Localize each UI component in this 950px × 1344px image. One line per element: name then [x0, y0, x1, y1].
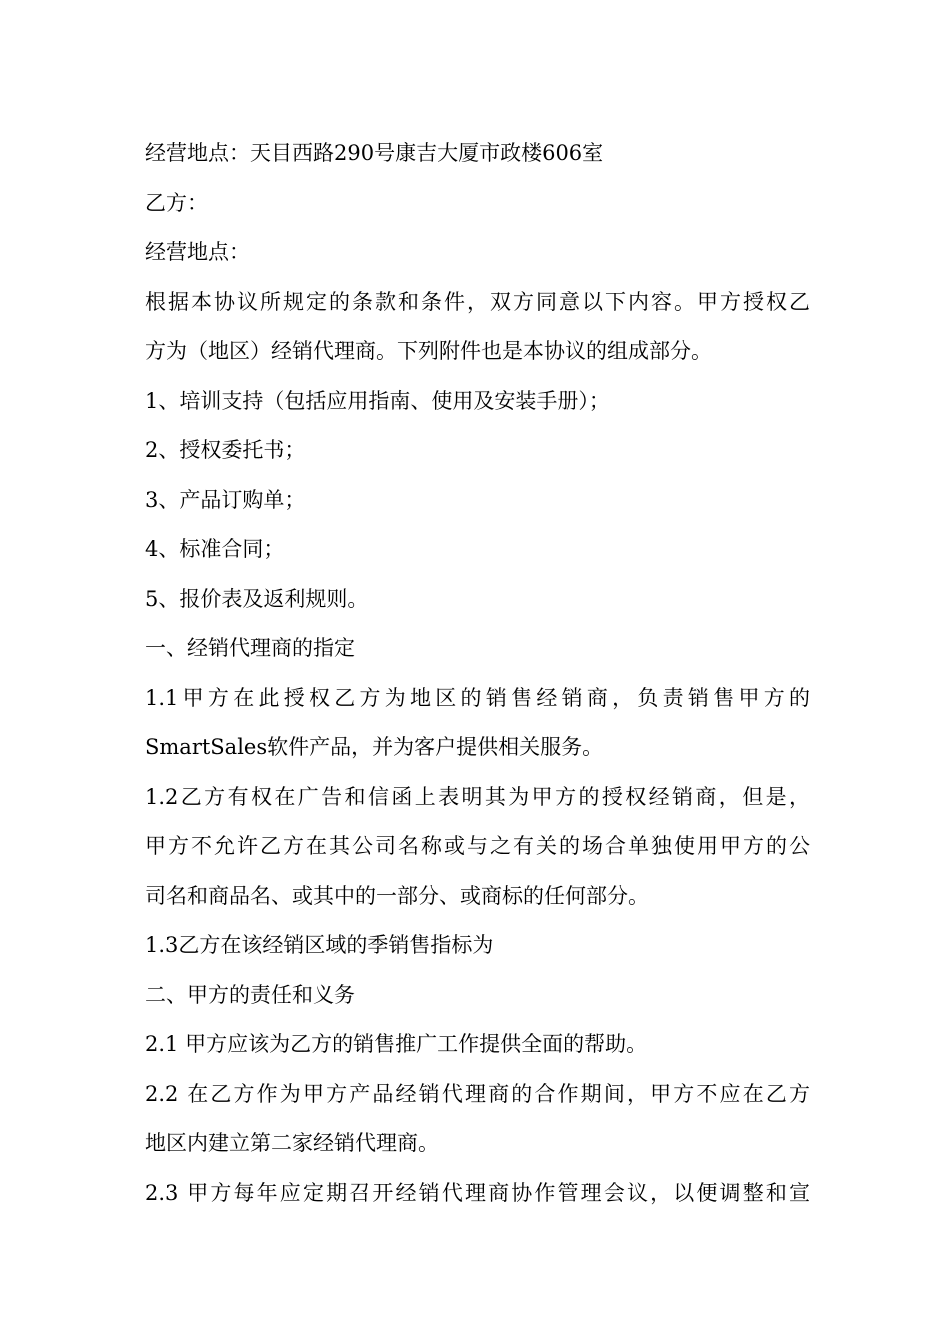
text-line: 甲方不允许乙方在其公司名称或与之有关的场合单独使用甲方的公: [145, 834, 810, 858]
text-line: 5、报价表及返利规则。: [145, 586, 369, 611]
text-line: 2、授权委托书；: [145, 438, 306, 462]
document-body: [145, 133, 810, 1222]
text-line: 1.3乙方在该经销区域的季销售指标为: [145, 933, 494, 957]
text-line: 司名和商品名、或其中的一部分、或商标的任何部分。: [145, 883, 649, 908]
text-line: SmartSales软件产品，并为客户提供相关服务。: [145, 735, 604, 759]
text-line: 根据本协议所规定的条款和条件，双方同意以下内容。甲方授权乙: [145, 289, 810, 314]
text-line: 1.2乙方有权在广告和信函上表明其为甲方的授权经销商，但是，: [145, 784, 810, 809]
section-heading: 一、经销代理商的指定: [145, 636, 355, 660]
text-line: 3、产品订购单；: [145, 487, 306, 512]
text-line: 经营地点：天目西路290号康吉大厦市政楼606室: [145, 141, 604, 165]
text-line: 乙方：: [145, 190, 208, 215]
section-heading: 二、甲方的责任和义务: [145, 982, 355, 1007]
text-line: 2.2 在乙方作为甲方产品经销代理商的合作期间，甲方不应在乙方: [145, 1081, 810, 1106]
text-line: 1、培训支持（包括应用指南、使用及安装手册）；: [145, 388, 610, 413]
text-line: 方为（地区）经销代理商。下列附件也是本协议的组成部分。: [145, 339, 712, 363]
text-line: 2.3 甲方每年应定期召开经销代理商协作管理会议，以便调整和宣: [145, 1180, 810, 1205]
text-line: 4、标准合同；: [145, 537, 285, 561]
text-line: 经营地点：: [145, 240, 250, 264]
text-line: 2.1 甲方应该为乙方的销售推广工作提供全面的帮助。: [145, 1032, 648, 1056]
text-line: 1.1甲方在此授权乙方为地区的销售经销商，负责销售甲方的: [145, 685, 810, 710]
text-line: 地区内建立第二家经销代理商。: [145, 1131, 439, 1155]
